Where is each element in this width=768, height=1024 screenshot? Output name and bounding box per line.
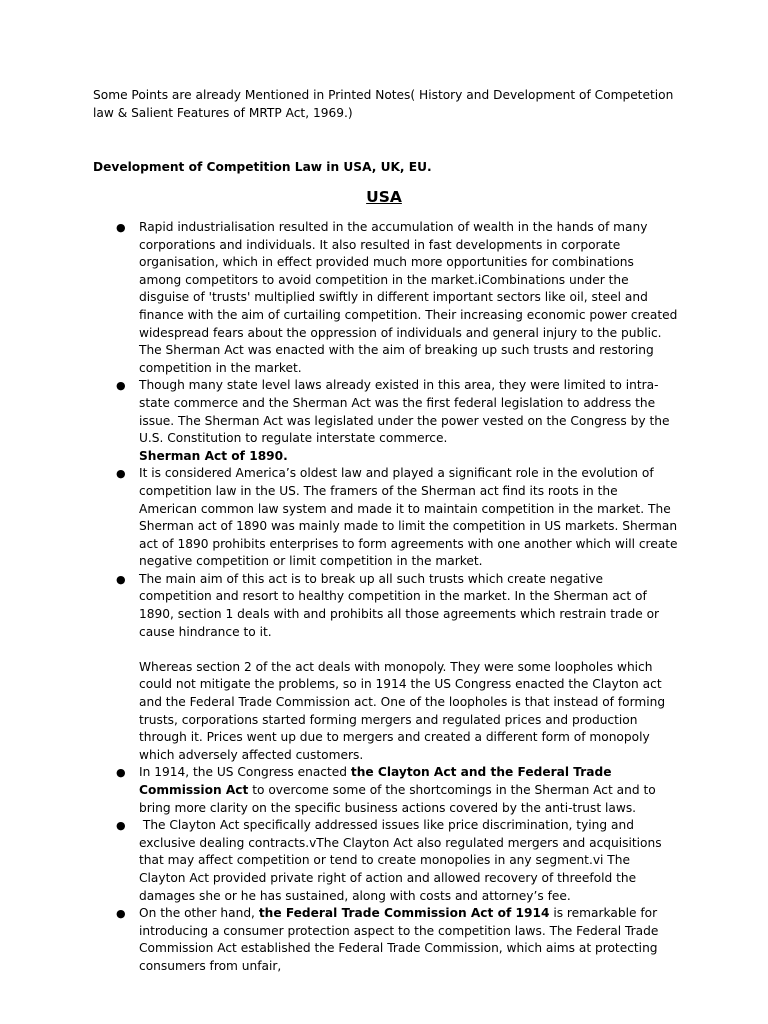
item-text: Though many state level laws already existed in this area, they were limited to intra-state commerce and the Sherman Act was the first federal legislation to address the issue. The Sherman Act was legislated under the power vested on the Congress by the U.S. Constitution to regulate interstate commerce. [139,378,670,446]
list-item [116,571,679,765]
list-item [116,377,679,465]
item-text [139,764,679,817]
item-text-post: to overcome some of the shortcomings in the Sherman Act and to bring more clarity on the specific business actions covered by the anti-trust laws. [139,783,656,815]
bullet-icon: ● [116,907,126,921]
item-text: It is considered America’s oldest law and played a significant role in the evolution of competition law in the US. The framers of the Sherman act find its roots in the American common law system and made it to maintain competition in the market. The Sherman act of 1890 was mainly made to limit the competition in US markets. Sherman act of 1890 prohibits enterprises to form agreements with one another which will create negative competition or limit competition in the market. [139,466,678,569]
bullet-icon: ● [116,379,126,393]
item-text: The main aim of this act is to break up all such trusts which create negative competition and resort to healthy competition in the market. In the Sherman act of 1890, section 1 deals with and prohibits all those agreements which restrain trade or cause hindrance to it. [139,571,660,639]
bullet-icon: ● [116,766,126,780]
item-text-bold: the Federal Trade Commission Act of 1914 [258,906,550,921]
item-text-pre: On the other hand, [139,906,259,921]
sherman-act-subheading: Sherman Act of 1890. [139,448,288,463]
bullet-list [116,219,679,976]
bullet-icon: ● [116,572,126,586]
list-item [116,817,679,905]
list-item [116,465,679,571]
list-item [116,219,679,377]
bullet-icon: ● [116,221,126,234]
paragraph-gap [139,641,679,659]
item-text-pre: In 1914, the US Congress enacted [139,765,351,780]
item-continuation: Whereas section 2 of the act deals with monopoly. They were some loopholes which could not mitigate the problems, so in 1914 the US Congress enacted the Clayton act and the Federal Trade Commission act. One of the loopholes is that instead of forming trusts, corporations started forming mergers and regulated prices and production through it. Prices went up due to mergers and created a different form of monopoly which adversely affected customers. [139,659,666,762]
item-text: Rapid industrialisation resulted in the accumulation of wealth in the hands of many corporations and individuals. It also resulted in fast developments in corporate organisation, which in effect provided much more opportunities for combinations among competitors to avoid competition in the market.iCombinations under the disguise of 'trusts' multiplied swiftly in different important sectors like oil, steel and finance with the aim of curtailing competition. Their increasing economic power created widespread fears about the oppression of individuals and general injury to the public. The Sherman Act was enacted with the aim of breaking up such trusts and restoring competition in the market. [139,220,678,375]
usa-title: USA [366,188,402,206]
item-text-post: is remarkable for introducing a consumer protection aspect to the competition laws. The Federal Trade Commission Act established the Federal Trade Commission, which aims at protecting consumers from unfair, [139,906,659,973]
bullet-icon: ● [116,467,126,481]
list-item [116,905,679,975]
list-item [116,764,679,817]
intro-paragraph: Some Points are already Mentioned in Printed Notes( History and Development of Competetion law & Salient Features of MRTP Act, 1969.) [93,88,674,120]
bullet-icon: ● [116,819,126,833]
item-text [139,905,679,975]
item-text-bold: the Clayton Act and the Federal Trade Commission Act [139,765,612,797]
section-heading: Development of Competition Law in USA, UK, EU. [93,160,432,174]
item-text: The Clayton Act specifically addressed issues like price discrimination, tying and exclusive dealing contracts.vThe Clayton Act also regulated mergers and acquisitions that may affect competition or tend to create monopolies in any segment.vi The Clayton Act provided private right of action and allowed recovery of threefold the damages she or he has sustained, along with costs and attorney’s fee. [139,818,666,903]
